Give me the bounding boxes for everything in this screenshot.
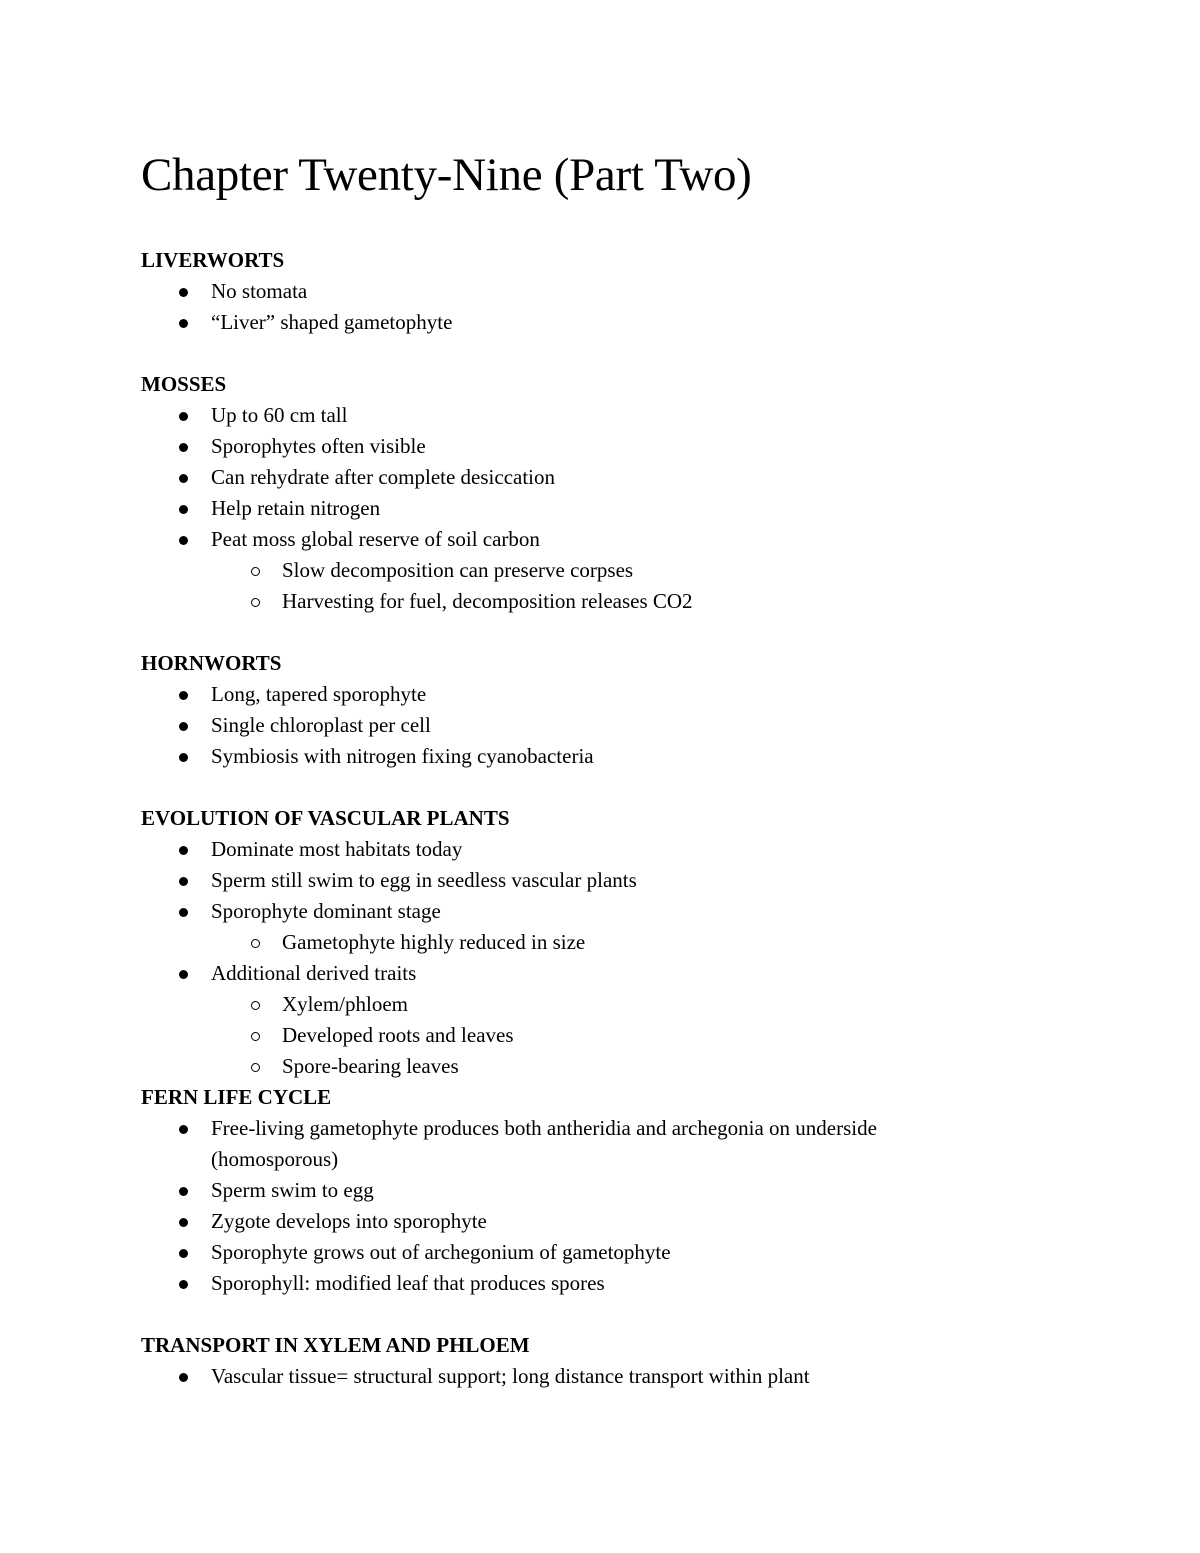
list-item-text: No stomata — [211, 279, 308, 303]
section-mosses — [141, 369, 1101, 617]
sub-list-item-text: Gametophyte highly reduced in size — [282, 930, 586, 954]
bullet-icon — [179, 958, 191, 989]
list-item — [141, 276, 1101, 307]
bullet-icon — [179, 1113, 191, 1144]
hollow-bullet-icon — [251, 1020, 263, 1051]
list-item-text: Sperm still swim to egg in seedless vascular plants — [211, 868, 637, 892]
hollow-bullet-icon — [251, 927, 263, 958]
list-item-text: Symbiosis with nitrogen fixing cyanobacteria — [211, 744, 594, 768]
sub-list-item-text: Spore-bearing leaves — [282, 1054, 459, 1078]
section-heading: HORNWORTS — [141, 651, 282, 675]
bullet-icon — [179, 276, 191, 307]
list-item — [141, 679, 1101, 710]
bullet-icon — [179, 1206, 191, 1237]
list-item — [141, 462, 1101, 493]
bullet-list — [141, 276, 1101, 338]
list-item — [141, 1175, 1101, 1206]
hollow-bullet-icon — [251, 586, 263, 617]
bullet-icon — [179, 493, 191, 524]
list-item-text: Sporophytes often visible — [211, 434, 426, 458]
list-item — [141, 1268, 1101, 1299]
list-item-text: Can rehydrate after complete desiccation — [211, 465, 555, 489]
bullet-icon — [179, 431, 191, 462]
section-heading: MOSSES — [141, 372, 227, 396]
bullet-icon — [179, 1175, 191, 1206]
list-item-text: Single chloroplast per cell — [211, 713, 431, 737]
sub-list-item-text: Slow decomposition can preserve corpses — [282, 558, 634, 582]
list-item-text: Dominate most habitats today — [211, 837, 463, 861]
sub-bullet-list — [211, 989, 1101, 1082]
bullet-icon — [179, 865, 191, 896]
sub-list-item-text: Developed roots and leaves — [282, 1023, 514, 1047]
bullet-icon — [179, 896, 191, 927]
section-heading: TRANSPORT IN XYLEM AND PHLOEM — [141, 1333, 530, 1357]
section-transport-in-xylem-and-phloem — [141, 1330, 1101, 1392]
sub-list-item — [211, 1020, 1101, 1051]
list-item-text: Long, tapered sporophyte — [211, 682, 427, 706]
list-item — [141, 524, 1101, 617]
sub-list-item — [211, 586, 1101, 617]
bullet-icon — [179, 1268, 191, 1299]
sub-list-item — [211, 927, 1101, 958]
list-item-text: Help retain nitrogen — [211, 496, 381, 520]
bullet-icon — [179, 462, 191, 493]
bullet-icon — [179, 307, 191, 338]
bullet-icon — [179, 710, 191, 741]
section-fern-life-cycle — [141, 1082, 1101, 1299]
bullet-icon — [179, 1237, 191, 1268]
section-liverworts — [141, 245, 1101, 338]
list-item-text: Zygote develops into sporophyte — [211, 1209, 487, 1233]
list-item — [141, 1237, 1101, 1268]
sub-list-item-text: Xylem/phloem — [282, 992, 408, 1016]
list-item-text: Up to 60 cm tall — [211, 403, 348, 427]
list-item — [141, 400, 1101, 431]
list-item — [141, 741, 1101, 772]
list-item — [141, 307, 1101, 338]
bullet-icon — [179, 834, 191, 865]
sub-bullet-list — [211, 927, 1101, 958]
list-item-text: Sperm swim to egg — [211, 1178, 374, 1202]
page-title: Chapter Twenty-Nine (Part Two) — [141, 149, 752, 201]
list-item-text: Additional derived traits — [211, 961, 417, 985]
section-heading: EVOLUTION OF VASCULAR PLANTS — [141, 806, 510, 830]
list-item-text: Sporophyll: modified leaf that produces spores — [211, 1271, 605, 1295]
bullet-icon — [179, 400, 191, 431]
document-body — [141, 145, 1101, 1392]
list-item — [141, 710, 1101, 741]
list-item — [141, 896, 1101, 958]
list-item — [141, 1113, 1101, 1175]
hollow-bullet-icon — [251, 1051, 263, 1082]
sub-list-item-text: Harvesting for fuel, decomposition releases CO2 — [282, 589, 693, 613]
section-hornworts — [141, 648, 1101, 772]
list-item — [141, 493, 1101, 524]
bullet-list — [141, 834, 1101, 1082]
list-item — [141, 958, 1101, 1082]
bullet-icon — [179, 741, 191, 772]
list-item-text: Free-living gametophyte produces both antheridia and archegonia on underside (homosporous) — [211, 1116, 877, 1171]
list-item-text: Peat moss global reserve of soil carbon — [211, 527, 540, 551]
sub-list-item — [211, 1051, 1101, 1082]
section-evolution-of-vascular-plants — [141, 803, 1101, 1082]
list-item — [141, 1206, 1101, 1237]
hollow-bullet-icon — [251, 989, 263, 1020]
sub-list-item — [211, 989, 1101, 1020]
bullet-icon — [179, 524, 191, 555]
section-heading: LIVERWORTS — [141, 248, 285, 272]
list-item-text: Sporophyte grows out of archegonium of gametophyte — [211, 1240, 671, 1264]
sub-bullet-list — [211, 555, 1101, 617]
list-item — [141, 834, 1101, 865]
bullet-list — [141, 679, 1101, 772]
list-item — [141, 865, 1101, 896]
sub-list-item — [211, 555, 1101, 586]
section-heading: FERN LIFE CYCLE — [141, 1085, 332, 1109]
bullet-list — [141, 1361, 1101, 1392]
list-item-text: “Liver” shaped gametophyte — [211, 310, 453, 334]
bullet-list — [141, 400, 1101, 617]
bullet-icon — [179, 679, 191, 710]
hollow-bullet-icon — [251, 555, 263, 586]
list-item — [141, 431, 1101, 462]
list-item-text: Vascular tissue= structural support; long distance transport within plant — [211, 1364, 810, 1388]
bullet-icon — [179, 1361, 191, 1392]
list-item — [141, 1361, 1101, 1392]
list-item-text: Sporophyte dominant stage — [211, 899, 441, 923]
bullet-list — [141, 1113, 1101, 1299]
